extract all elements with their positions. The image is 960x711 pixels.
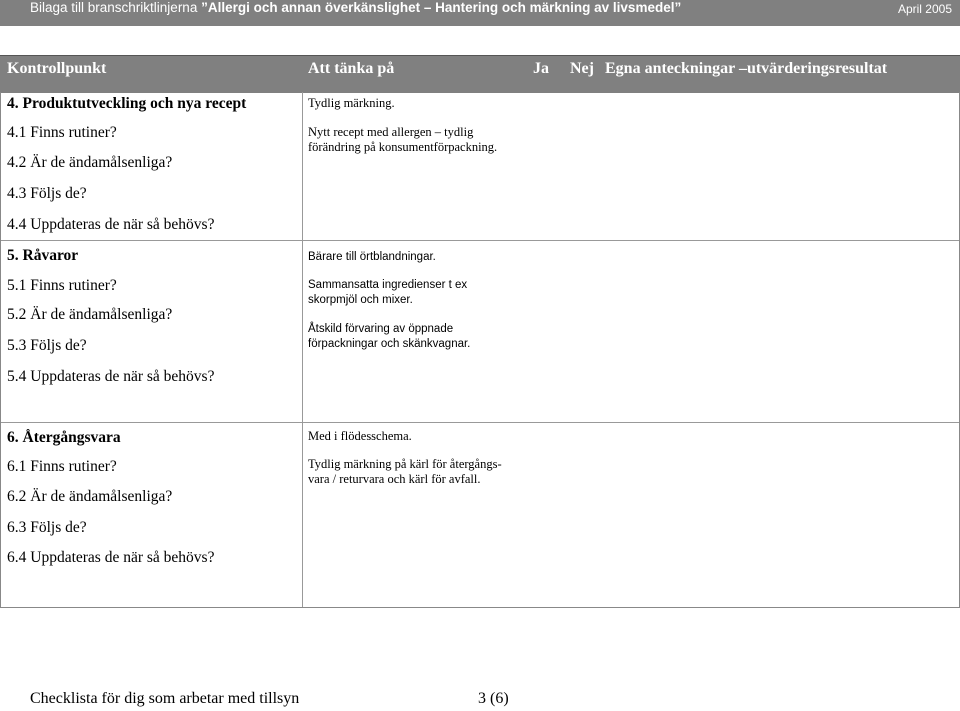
- col-kontrollpunkt: Kontrollpunkt: [7, 60, 107, 77]
- list-item: 4.2 Är de ändamålsenliga?: [7, 154, 173, 171]
- section-5-title: 5. Råvaror: [7, 247, 79, 264]
- list-item: 4.3 Följs de?: [7, 185, 87, 202]
- col-egna-anteckningar: Egna anteckningar –utvärderingsresultat: [605, 60, 888, 77]
- header-prefix: Bilaga till branschriktlinjerna: [30, 0, 202, 15]
- list-item: 6.3 Följs de?: [7, 519, 87, 536]
- note: Åtskild förvaring av öppnade förpackningar och skänkvagnar.: [308, 323, 471, 350]
- header-quote-end: ”: [674, 0, 682, 15]
- header-quote: ”: [201, 0, 208, 15]
- list-item: 4.4 Uppdateras de när så behövs?: [7, 216, 215, 233]
- list-item: 4.1 Finns rutiner?: [7, 124, 117, 141]
- header-date: April 2005: [897, 2, 952, 16]
- list-item: 6.2 Är de ändamålsenliga?: [7, 488, 173, 505]
- page-number: 3 (6): [478, 690, 509, 707]
- note: Nytt recept med allergen – tydlig förändring på konsumentförpackning.: [308, 125, 498, 154]
- note: Tydlig märkning på kärl för återgångs-vara / returvara och kärl för avfall.: [308, 457, 502, 486]
- list-item: 6.1 Finns rutiner?: [7, 458, 117, 475]
- note: Sammansatta ingredienser t ex skorpmjöl och mixer.: [308, 279, 468, 306]
- note: Tydlig märkning.: [308, 96, 395, 110]
- table-header: [0, 55, 960, 93]
- list-item: 5.1 Finns rutiner?: [7, 277, 117, 294]
- header-title: [30, 0, 681, 16]
- note: Bärare till örtblandningar.: [308, 251, 436, 263]
- list-item: 5.4 Uppdateras de när så behövs?: [7, 368, 215, 385]
- list-item: 6.4 Uppdateras de när så behövs?: [7, 549, 215, 566]
- footer-text: Checklista för dig som arbetar med tillsyn: [30, 690, 300, 707]
- note: Med i flödesschema.: [308, 429, 412, 443]
- list-item: 5.3 Följs de?: [7, 337, 87, 354]
- section-6-title: 6. Återgångsvara: [7, 429, 121, 446]
- section-4-title: 4. Produktutveckling och nya recept: [7, 95, 247, 112]
- page-header: [0, 0, 960, 26]
- col-nej: Nej: [570, 60, 594, 77]
- list-item: 5.2 Är de ändamålsenliga?: [7, 306, 173, 323]
- header-document-title: Allergi och annan överkänslighet – Hantering och märkning av livsmedel: [207, 0, 675, 15]
- col-att-tanka-pa: Att tänka på: [308, 60, 395, 77]
- checklist-table: [0, 92, 960, 608]
- col-ja: Ja: [533, 60, 549, 77]
